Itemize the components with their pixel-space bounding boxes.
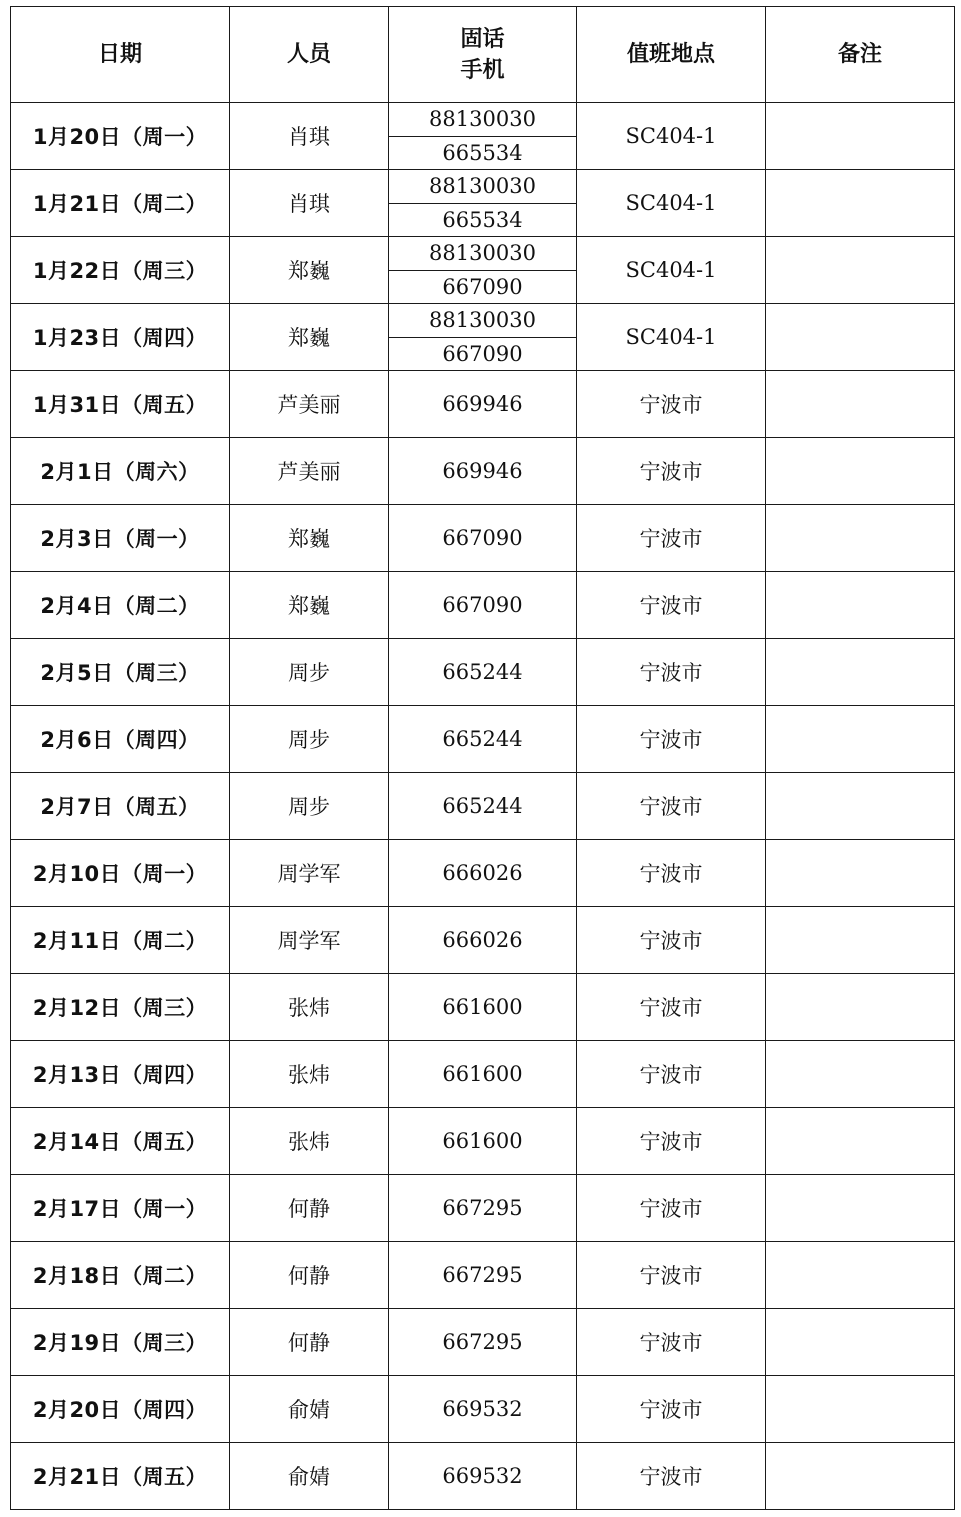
row-date: 2月14日（周五） [11, 1108, 230, 1175]
row-place: SC404-1 [577, 170, 766, 237]
row-place: 宁波市 [577, 1443, 766, 1510]
table-row [11, 170, 955, 237]
row-place: SC404-1 [577, 304, 766, 371]
table-row [11, 1309, 955, 1376]
row-person: 周学军 [230, 840, 389, 907]
row-landline: 88130030 [429, 308, 536, 333]
row-date: 2月11日（周二） [11, 907, 230, 974]
phone-pair [389, 103, 576, 169]
row-date: 2月21日（周五） [11, 1443, 230, 1510]
row-phone [389, 103, 577, 170]
row-person: 张炜 [230, 1041, 389, 1108]
table-row [11, 706, 955, 773]
phone-pair [389, 170, 576, 236]
row-person: 郑巍 [230, 237, 389, 304]
phone-pair [389, 304, 576, 370]
row-note [766, 1242, 955, 1309]
row-phone [389, 304, 577, 371]
row-note [766, 1443, 955, 1510]
header-place-label: 值班地点 [626, 42, 715, 67]
row-mobile: 667090 [389, 337, 576, 371]
row-date: 2月1日（周六） [11, 438, 230, 505]
table-row [11, 304, 955, 371]
row-date: 1月20日（周一） [11, 103, 230, 170]
row-person: 郑巍 [230, 304, 389, 371]
row-note [766, 170, 955, 237]
row-date: 2月17日（周一） [11, 1175, 230, 1242]
row-place: 宁波市 [577, 438, 766, 505]
row-phone: 666026 [389, 840, 577, 907]
row-person: 张炜 [230, 1108, 389, 1175]
header-landline-label: 固话 [460, 26, 505, 52]
row-place: 宁波市 [577, 505, 766, 572]
row-note [766, 840, 955, 907]
table-row [11, 237, 955, 304]
table-row [11, 1376, 955, 1443]
row-place: 宁波市 [577, 639, 766, 706]
header-date-label: 日期 [97, 42, 142, 67]
row-note [766, 505, 955, 572]
row-phone: 667295 [389, 1242, 577, 1309]
table-row [11, 907, 955, 974]
row-landline: 88130030 [429, 174, 536, 199]
row-date: 2月18日（周二） [11, 1242, 230, 1309]
row-person: 何静 [230, 1309, 389, 1376]
table-row [11, 1041, 955, 1108]
header-person [230, 7, 389, 103]
row-person: 芦美丽 [230, 438, 389, 505]
row-place: SC404-1 [577, 103, 766, 170]
row-date: 2月19日（周三） [11, 1309, 230, 1376]
row-date: 2月3日（周一） [11, 505, 230, 572]
row-landline: 88130030 [429, 107, 536, 132]
table-row [11, 1242, 955, 1309]
row-date: 2月10日（周一） [11, 840, 230, 907]
row-place: 宁波市 [577, 572, 766, 639]
row-person: 张炜 [230, 974, 389, 1041]
row-phone [389, 170, 577, 237]
header-note [766, 7, 955, 103]
table-row [11, 103, 955, 170]
row-person: 俞婧 [230, 1443, 389, 1510]
row-phone: 667090 [389, 572, 577, 639]
row-phone: 667295 [389, 1309, 577, 1376]
row-note [766, 974, 955, 1041]
row-person: 周步 [230, 773, 389, 840]
row-person: 肖琪 [230, 170, 389, 237]
header-mobile-label: 手机 [460, 57, 505, 83]
header-person-label: 人员 [286, 42, 331, 67]
row-place: 宁波市 [577, 1309, 766, 1376]
row-place: 宁波市 [577, 840, 766, 907]
table-row [11, 1175, 955, 1242]
row-place: 宁波市 [577, 371, 766, 438]
row-date: 2月13日（周四） [11, 1041, 230, 1108]
row-note [766, 1041, 955, 1108]
row-phone: 665244 [389, 639, 577, 706]
table-row [11, 572, 955, 639]
row-phone: 666026 [389, 907, 577, 974]
row-phone: 667090 [389, 505, 577, 572]
row-date: 1月22日（周三） [11, 237, 230, 304]
row-mobile: 665534 [389, 203, 576, 237]
row-note [766, 1108, 955, 1175]
row-place: 宁波市 [577, 773, 766, 840]
row-phone: 669946 [389, 371, 577, 438]
row-phone: 661600 [389, 1041, 577, 1108]
row-phone: 665244 [389, 773, 577, 840]
row-date: 2月5日（周三） [11, 639, 230, 706]
row-note [766, 907, 955, 974]
phone-pair [389, 237, 576, 303]
row-date: 2月7日（周五） [11, 773, 230, 840]
row-person: 周学军 [230, 907, 389, 974]
row-note [766, 639, 955, 706]
row-mobile: 665534 [389, 136, 576, 170]
row-note [766, 1376, 955, 1443]
row-phone: 665244 [389, 706, 577, 773]
table-row [11, 974, 955, 1041]
row-place: 宁波市 [577, 1175, 766, 1242]
table-row [11, 639, 955, 706]
table-row [11, 840, 955, 907]
row-date: 2月6日（周四） [11, 706, 230, 773]
row-note [766, 304, 955, 371]
table-row [11, 438, 955, 505]
row-place: SC404-1 [577, 237, 766, 304]
row-phone: 667295 [389, 1175, 577, 1242]
row-phone: 669532 [389, 1376, 577, 1443]
table-row [11, 371, 955, 438]
duty-schedule-table [10, 6, 955, 1510]
row-place: 宁波市 [577, 1041, 766, 1108]
header-date [11, 7, 230, 103]
row-note [766, 1309, 955, 1376]
row-person: 何静 [230, 1242, 389, 1309]
row-person: 俞婧 [230, 1376, 389, 1443]
row-person: 何静 [230, 1175, 389, 1242]
header-note-label: 备注 [837, 42, 882, 67]
row-phone: 669532 [389, 1443, 577, 1510]
row-phone: 661600 [389, 1108, 577, 1175]
table-row [11, 1108, 955, 1175]
row-place: 宁波市 [577, 1376, 766, 1443]
table-header-row [11, 7, 955, 103]
row-note [766, 1175, 955, 1242]
row-date: 2月20日（周四） [11, 1376, 230, 1443]
row-note [766, 706, 955, 773]
table-row [11, 505, 955, 572]
row-date: 1月23日（周四） [11, 304, 230, 371]
row-phone [389, 237, 577, 304]
row-person: 郑巍 [230, 572, 389, 639]
schedule-body [11, 103, 955, 1510]
row-date: 2月4日（周二） [11, 572, 230, 639]
row-note [766, 438, 955, 505]
row-phone: 661600 [389, 974, 577, 1041]
row-person: 肖琪 [230, 103, 389, 170]
row-landline: 88130030 [429, 241, 536, 266]
row-note [766, 773, 955, 840]
row-note [766, 103, 955, 170]
row-date: 1月21日（周二） [11, 170, 230, 237]
header-phone [389, 7, 577, 103]
row-place: 宁波市 [577, 974, 766, 1041]
row-note [766, 237, 955, 304]
row-person: 郑巍 [230, 505, 389, 572]
row-date: 2月12日（周三） [11, 974, 230, 1041]
row-place: 宁波市 [577, 1242, 766, 1309]
table-row [11, 1443, 955, 1510]
row-note [766, 572, 955, 639]
row-mobile: 667090 [389, 270, 576, 304]
row-person: 周步 [230, 639, 389, 706]
row-place: 宁波市 [577, 907, 766, 974]
row-person: 芦美丽 [230, 371, 389, 438]
row-person: 周步 [230, 706, 389, 773]
row-place: 宁波市 [577, 1108, 766, 1175]
table-row [11, 773, 955, 840]
row-phone: 669946 [389, 438, 577, 505]
row-date: 1月31日（周五） [11, 371, 230, 438]
header-place [577, 7, 766, 103]
row-note [766, 371, 955, 438]
row-place: 宁波市 [577, 706, 766, 773]
